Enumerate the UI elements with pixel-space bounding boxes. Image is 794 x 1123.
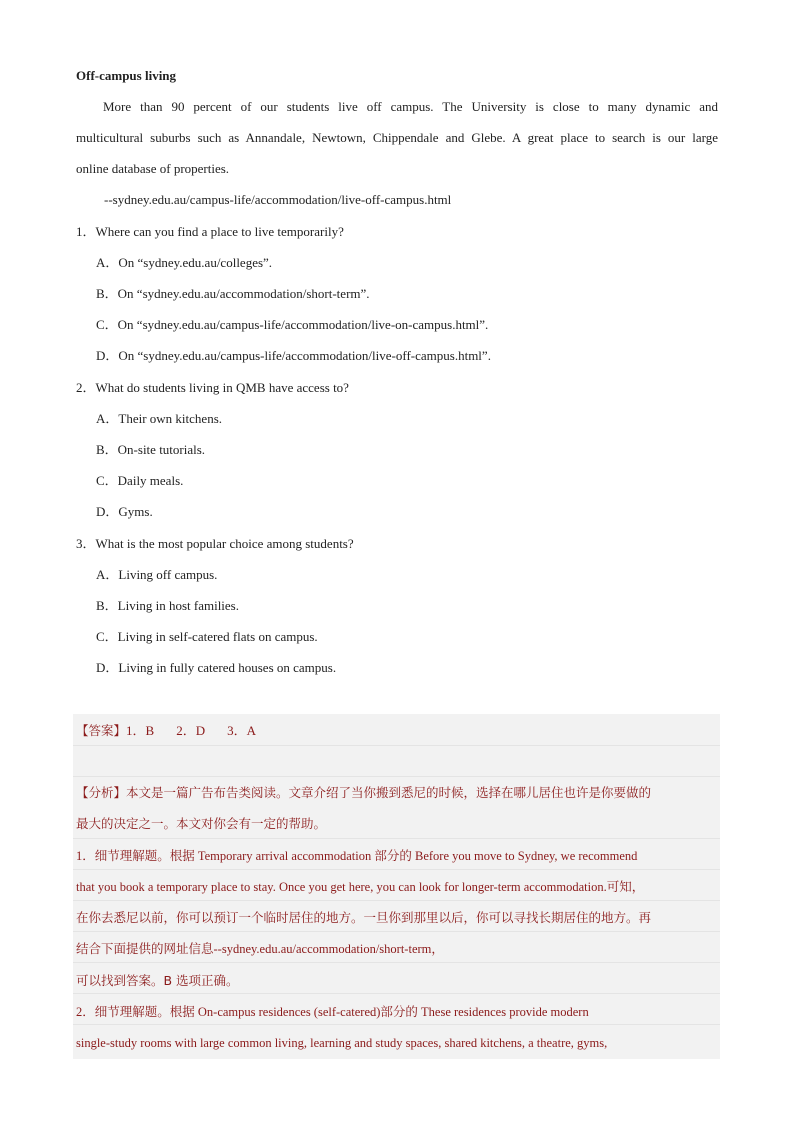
- divider: [73, 1024, 720, 1025]
- analysis-intro-line: [76, 785, 651, 801]
- answer-label: 【答案】: [76, 723, 127, 738]
- divider: [73, 993, 720, 994]
- answer-item: 1．B: [126, 723, 155, 738]
- divider: [73, 962, 720, 963]
- analysis-q1-line: 可以找到答案。B 选项正确。: [76, 973, 239, 988]
- analysis-q1-line: that you book a temporary place to stay. Once you get here, you can look for longer-term accommodation.可知，: [76, 880, 645, 894]
- divider: [73, 869, 720, 870]
- question-option: C．Living in self-catered flats on campus.: [96, 629, 318, 644]
- question-stem: 2．What do students living in QMB have access to?: [76, 380, 349, 395]
- analysis-q2-line: single-study rooms with large common living, learning and study spaces, shared kitchens, a theatre, gyms,: [76, 1036, 608, 1050]
- divider: [73, 745, 720, 746]
- passage-title: Off-campus living: [76, 68, 177, 83]
- analysis-q1-line: 在你去悉尼以前，你可以预订一个临时居住的地方。一旦你到那里以后，你可以寻找长期居住的地方。再: [76, 910, 652, 925]
- question-option: C．On “sydney.edu.au/campus-life/accommodation/live-on-campus.html”.: [96, 317, 489, 332]
- question-option: C．Daily meals.: [96, 473, 184, 488]
- question-option: B．On-site tutorials.: [96, 442, 206, 457]
- question-option: B．Living in host families.: [96, 598, 239, 613]
- divider: [73, 838, 720, 839]
- analysis-q1-line: 1．细节理解题。根据 Temporary arrival accommodation 部分的 Before you move to Sydney, we recommend: [76, 849, 638, 863]
- question-option: D．Gyms.: [96, 504, 153, 519]
- analysis-label: 【分析】: [76, 785, 127, 800]
- passage-paragraph-line: multicultural suburbs such as Annandale, Newtown, Chippendale and Glebe. A great place to search is our large: [76, 130, 718, 145]
- answer-item: 3．A: [227, 723, 256, 738]
- question-stem: 1．Where can you find a place to live temporarily?: [76, 224, 344, 239]
- passage-source-url: --sydney.edu.au/campus-life/accommodation/live-off-campus.html: [104, 192, 452, 207]
- divider: [73, 776, 720, 777]
- passage-paragraph-line: online database of properties.: [76, 161, 230, 176]
- answer-line: [76, 723, 278, 739]
- question-option: A．Living off campus.: [96, 567, 218, 582]
- question-option: A．Their own kitchens.: [96, 411, 223, 426]
- question-option: D．On “sydney.edu.au/campus-life/accommodation/live-off-campus.html”.: [96, 348, 491, 363]
- answer-item: 2．D: [176, 723, 206, 738]
- divider: [73, 900, 720, 901]
- passage-paragraph-line: More than 90 percent of our students live off campus. The University is close to many dynamic and: [103, 99, 718, 114]
- question-stem: 3．What is the most popular choice among students?: [76, 536, 354, 551]
- analysis-text: 本文是一篇广告布告类阅读。文章介绍了当你搬到悉尼的时候，选择在哪儿居住也许是你要做的: [126, 785, 652, 800]
- question-option: A．On “sydney.edu.au/colleges”.: [96, 255, 273, 270]
- divider: [73, 931, 720, 932]
- analysis-intro-line: 最大的决定之一。本文对你会有一定的帮助。: [76, 816, 327, 831]
- question-option: B．On “sydney.edu.au/accommodation/short-term”.: [96, 286, 370, 301]
- analysis-q2-line: 2．细节理解题。根据 On-campus residences (self-catered)部分的 These residences provide modern: [76, 1005, 589, 1019]
- analysis-q1-line: 结合下面提供的网址信息--sydney.edu.au/accommodation/short-term，: [76, 942, 444, 956]
- question-option: D．Living in fully catered houses on campus.: [96, 660, 337, 675]
